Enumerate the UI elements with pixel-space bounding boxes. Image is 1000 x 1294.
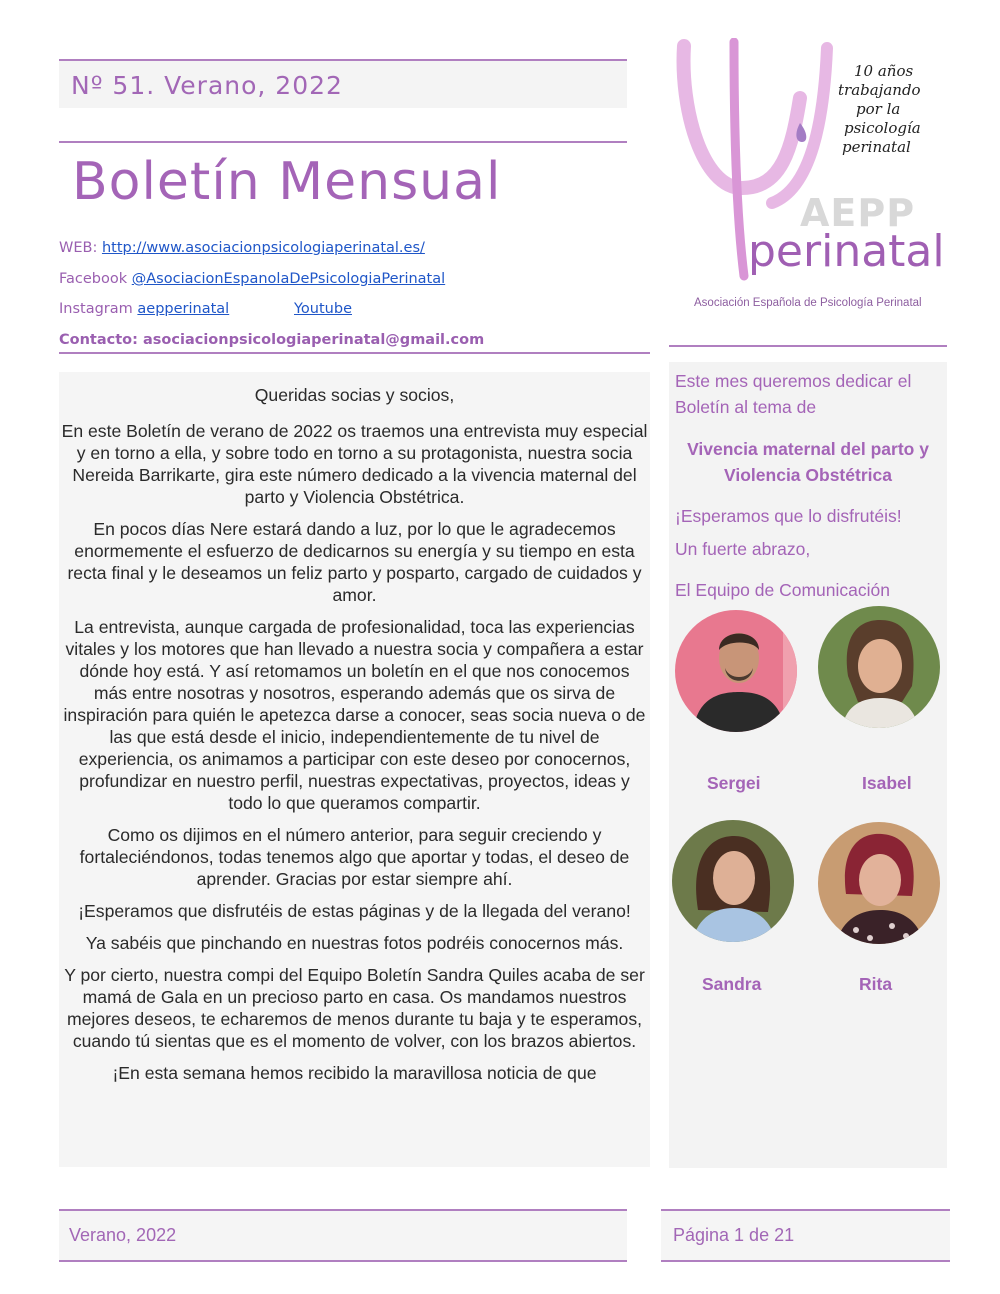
- body-paragraph: En pocos días Nere estará dando a luz, por lo que le agradecemos enormemente el esfuerzo de dedicarnos su energía y su tiempo en esta recta final y le deseamos un feliz parto y posparto, cargado de cuidados y amor.: [67, 519, 642, 605]
- greeting: Queridas socias y socios,: [254, 385, 455, 405]
- main-letter: [59, 372, 650, 1167]
- isabel-photo[interactable]: [818, 606, 940, 728]
- sidebar-divider: [669, 345, 947, 347]
- instagram-link[interactable]: aepperinatal: [137, 301, 230, 317]
- logo-script-3: por la: [856, 100, 901, 118]
- page-number: Página 1 de 21: [673, 1225, 795, 1245]
- logo-script-2: trabajando: [838, 81, 921, 99]
- logo-script-1: 10 años: [854, 62, 914, 80]
- sidebar-team: El Equipo de Comunicación: [675, 580, 890, 600]
- person-icon: [675, 610, 797, 732]
- member-name-isabel: Isabel: [862, 773, 912, 793]
- footer-right: [661, 1209, 950, 1262]
- logo-script-4: psicología: [844, 119, 921, 137]
- body-paragraph: Como os dijimos en el número anterior, para seguir creciendo y fortaleciéndonos, todas tenemos algo que aportar y todas, el deseo de aprender. Gracias por estar siempre ahí.: [79, 825, 630, 889]
- issue-number: Nº 51. Verano, 2022: [71, 71, 343, 100]
- sidebar-hug: Un fuerte abrazo,: [675, 539, 811, 559]
- body-paragraph: ¡Esperamos que disfrutéis de estas páginas y de la llegada del verano!: [78, 901, 631, 921]
- sidebar-wish: ¡Esperamos que lo disfrutéis!: [675, 506, 902, 526]
- sidebar-theme: [669, 436, 947, 488]
- person-icon: [818, 606, 940, 728]
- rita-photo[interactable]: [818, 822, 940, 944]
- member-name-sergei: Sergei: [707, 773, 761, 793]
- contact-instagram: [59, 301, 229, 317]
- contact-facebook: [59, 271, 445, 287]
- web-label: WEB:: [59, 240, 98, 256]
- facebook-label: Facebook: [59, 271, 128, 287]
- instagram-label: Instagram: [59, 301, 133, 317]
- footer-season: Verano, 2022: [69, 1225, 177, 1245]
- logo-acronym: AEPP: [800, 191, 916, 235]
- sidebar-intro: Este mes queremos dedicar el Boletín al tema de: [675, 371, 912, 417]
- contact-web: [59, 240, 425, 256]
- sandra-photo[interactable]: [672, 820, 794, 942]
- logo-caption: Asociación Española de Psicología Perinatal: [694, 297, 922, 309]
- logo-wordmark: perinatal: [748, 226, 945, 277]
- body-paragraph: La entrevista, aunque cargada de profesionalidad, toca las experiencias vitales y los motores que han llevado a nuestra socia y compañera a estar dónde hoy está. Y así retomamos un boletín en el que nos conocemos más entre nosotras y nosotros, esperando además que os sirva de inspiración para quién le apetezca darse a conocer, seas socia nueva o de las que está desde el inicio, independientemente de tu nivel de experiencia, os animamos a participar con este deseo por conocernos, profundizar en nuestro perfil, nuestras expectativas, proyectos, ideas y todo lo que queramos compartir.: [63, 617, 646, 813]
- theme-line-2: Violencia Obstétrica: [724, 465, 892, 485]
- member-name-rita: Rita: [859, 974, 893, 994]
- body-paragraph: En este Boletín de verano de 2022 os traemos una entrevista muy especial y en torno a ella, y sobre todo en torno a su protagonista, nuestra socia Nereida Barrikarte, gira este número dedicado a la vivencia maternal del parto y Violencia Obstétrica.: [61, 421, 648, 507]
- body-paragraph: Y por cierto, nuestra compi del Equipo Boletín Sandra Quiles acaba de ser mamá de Gala en un precioso parto en casa. Os mandamos nuestros mejores deseos, te echaremos de menos durante tu baja y te esperamos, cuando tú sientas que es el momento de volver, con los brazos abiertos.: [64, 965, 645, 1051]
- page-title: Boletín Mensual: [72, 152, 502, 212]
- contact-divider: [59, 352, 650, 354]
- issue-banner: [59, 59, 627, 108]
- title-divider: [59, 141, 627, 143]
- person-icon: [818, 822, 940, 944]
- contact-youtube: [294, 301, 352, 317]
- facebook-link[interactable]: @AsociacionEspanolaDePsicologiaPerinatal: [131, 271, 446, 287]
- aepp-logo: [672, 38, 950, 318]
- sergei-photo[interactable]: [675, 610, 797, 732]
- contact-email: [59, 332, 484, 348]
- footer-left: [59, 1209, 627, 1262]
- web-link[interactable]: http://www.asociacionpsicologiaperinatal.es/: [101, 240, 425, 256]
- logo-script-5: perinatal: [842, 138, 911, 156]
- body-paragraph: ¡En esta semana hemos recibido la maravillosa noticia de que: [112, 1063, 597, 1083]
- sidebar: [669, 362, 947, 1168]
- body-paragraph: Ya sabéis que pinchando en nuestras fotos podréis conocernos más.: [85, 933, 624, 953]
- email-address[interactable]: asociacionpsicologiaperinatal@gmail.com: [143, 332, 485, 348]
- youtube-link[interactable]: Youtube: [294, 301, 352, 317]
- person-icon: [672, 820, 794, 942]
- theme-line-1: Vivencia maternal del parto y: [687, 439, 929, 459]
- member-name-sandra: Sandra: [702, 974, 762, 994]
- email-label: Contacto:: [59, 332, 138, 348]
